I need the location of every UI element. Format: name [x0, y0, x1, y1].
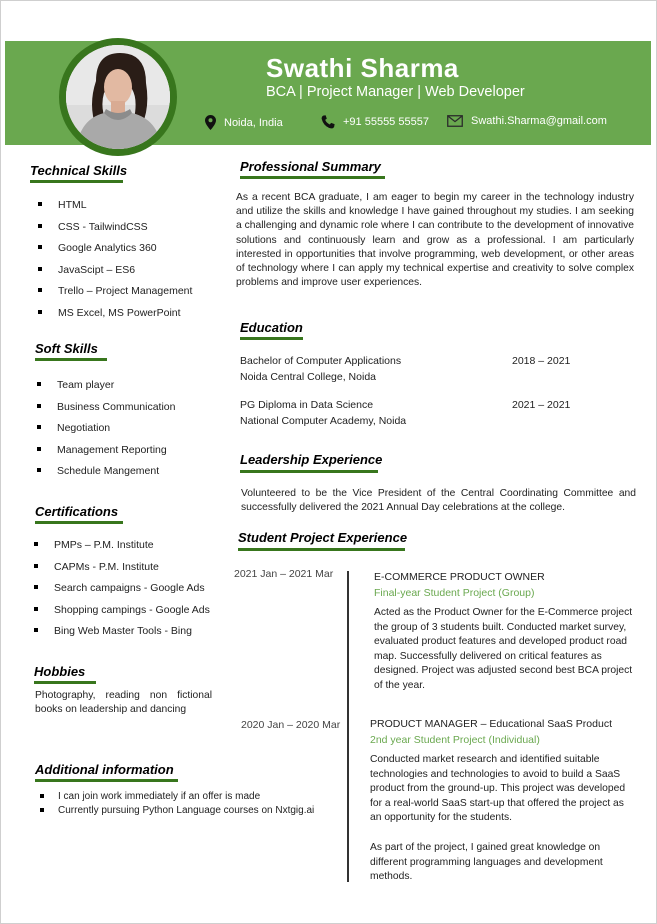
- envelope-icon: [447, 115, 463, 127]
- projects-underline: [238, 548, 405, 551]
- list-item: Search campaigns - Google Ads: [34, 581, 210, 603]
- list-item: Currently pursuing Python Language courses on Nxtgig.ai: [58, 805, 315, 816]
- hobbies-text: Photography, reading non fictional books on leadership and dancing: [35, 690, 212, 716]
- project-description: Conducted market research and identified suitable technologies and technologies to avoid to build a SaaS product from the ground-up. This project was developed for a real-world SaaS start-up that offered the project as an opportunity for the students.: [370, 754, 626, 823]
- soft-skills-underline: [35, 358, 107, 361]
- location-text: Noida, India: [224, 116, 283, 129]
- additional-info-underline: [35, 779, 178, 782]
- list-item: Negotiation: [37, 421, 175, 443]
- project-subtitle: Final-year Student Project (Group): [374, 587, 535, 599]
- leadership-text: Volunteered to be the Vice President of the Central Coordinating Committee and successfully delivered the 2021 Annual Day celebrations at the college.: [241, 488, 636, 514]
- education-school: National Computer Academy, Noida: [240, 415, 407, 427]
- candidate-title: BCA | Project Manager | Web Developer: [266, 84, 525, 100]
- project-subtitle: 2nd year Student Project (Individual): [370, 734, 540, 746]
- list-item: Team player: [37, 378, 175, 400]
- soft-skills-heading: Soft Skills: [35, 341, 98, 356]
- project-dates: 2020 Jan – 2020 Mar: [241, 719, 341, 731]
- projects-heading: Student Project Experience: [238, 530, 408, 545]
- list-item: PMPs – P.M. Institute: [34, 538, 210, 560]
- additional-info-heading: Additional information: [35, 762, 174, 777]
- technical-skills-heading: Technical Skills: [30, 163, 128, 178]
- list-item: CAPMs - P.M. Institute: [34, 560, 210, 582]
- education-years: 2021 – 2021: [512, 399, 571, 411]
- profile-photo: [66, 45, 170, 149]
- bullet: [40, 808, 44, 812]
- project-description: Acted as the Product Owner for the E-Commerce project the group of 3 students built. Conducted market survey, evaluated product features and developed product road map. Successfully delivered on critical features as designed. Project was adjusted second best BCA project of the year.: [374, 607, 633, 691]
- list-item: Google Analytics 360: [38, 241, 192, 263]
- education-degree: Bachelor of Computer Applications: [240, 355, 402, 367]
- profile-photo-illustration: [66, 45, 170, 149]
- education-degree: PG Diploma in Data Science: [240, 399, 374, 411]
- bullet: [40, 794, 44, 798]
- summary-underline: [240, 176, 385, 179]
- leadership-underline: [240, 470, 378, 473]
- contact-email: [447, 115, 607, 127]
- list-item: Management Reporting: [37, 443, 175, 465]
- summary-heading: Professional Summary: [240, 159, 381, 174]
- list-item: MS Excel, MS PowerPoint: [38, 306, 192, 328]
- project-role: PRODUCT MANAGER – Educational SaaS Product: [370, 718, 612, 730]
- hobbies-underline: [34, 681, 96, 684]
- list-item: HTML: [38, 198, 192, 220]
- list-item: CSS - TailwindCSS: [38, 220, 192, 242]
- certifications-list: [34, 538, 210, 646]
- list-item: JavaScipt – ES6: [38, 263, 192, 285]
- list-item: Schedule Mangement: [37, 464, 175, 486]
- education-years: 2018 – 2021: [512, 355, 571, 367]
- contact-location: [205, 115, 283, 130]
- certifications-heading: Certifications: [35, 504, 119, 519]
- hobbies-heading: Hobbies: [34, 664, 86, 679]
- list-item: Bing Web Master Tools - Bing: [34, 624, 210, 646]
- project-timeline-line: [347, 571, 349, 882]
- education-underline: [240, 337, 303, 340]
- education-school: Noida Central College, Noida: [240, 371, 376, 383]
- phone-text: +91 55555 55557: [343, 116, 429, 128]
- soft-skills-list: [37, 378, 175, 486]
- list-item: I can join work immediately if an offer is made: [58, 791, 261, 802]
- list-item: Trello – Project Management: [38, 284, 192, 306]
- education-heading: Education: [240, 320, 303, 335]
- list-item: Shopping campings - Google Ads: [34, 603, 210, 625]
- candidate-name: Swathi Sharma: [266, 53, 459, 83]
- technical-skills-list: [38, 198, 192, 328]
- project-description-extra: As part of the project, I gained great knowledge on different programming languages and development methods.: [370, 842, 603, 882]
- email-text[interactable]: Swathi.Sharma@gmail.com: [471, 115, 607, 127]
- technical-skills-underline: [30, 180, 123, 183]
- certifications-underline: [35, 521, 123, 524]
- project-dates: 2021 Jan – 2021 Mar: [234, 568, 334, 580]
- map-pin-icon: [205, 115, 216, 130]
- leadership-heading: Leadership Experience: [240, 452, 383, 467]
- project-role: E-COMMERCE PRODUCT OWNER: [374, 571, 545, 583]
- phone-icon: [321, 115, 335, 129]
- contact-phone: [321, 115, 429, 129]
- list-item: Business Communication: [37, 400, 175, 422]
- summary-text: As a recent BCA graduate, I am eager to begin my career in the technology industry and utilize the skills and knowledge I have gained throughout my studies. I am seeking a challenging and dynamic role where I can contribute to the development of innovative solutions and continuously learn and grow as a professional. I am particularly interested in opportunities that involve programming, web development, or other areas of technology where I can apply my technical expertise and creativity to solve complex problems and improve user experiences.: [236, 192, 634, 289]
